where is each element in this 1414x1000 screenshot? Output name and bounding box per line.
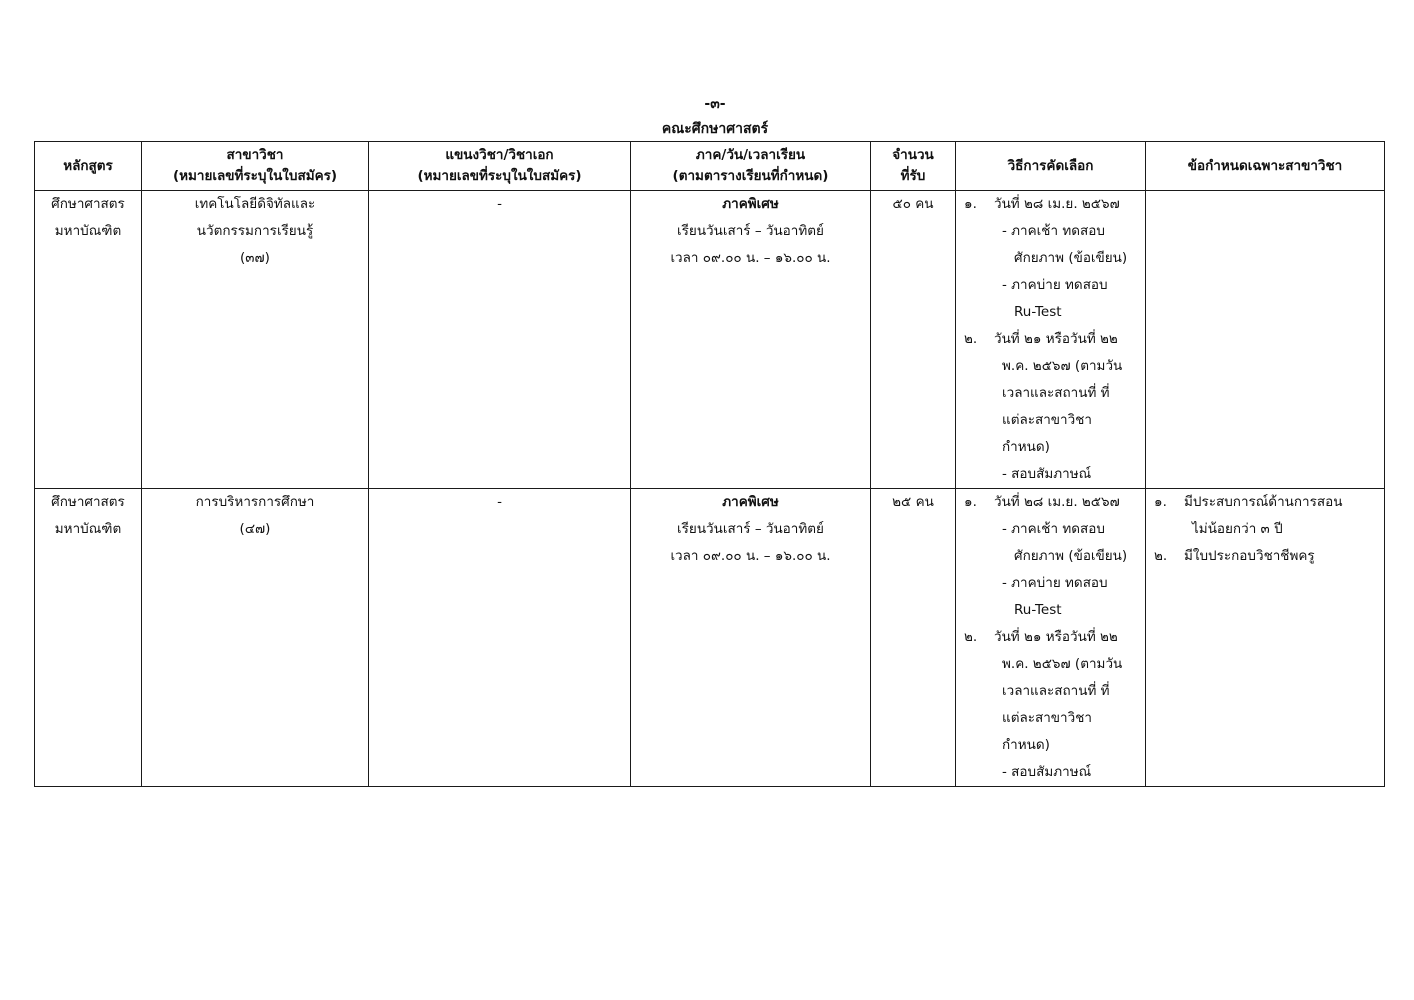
header-schedule: ภาค/วัน/เวลาเรียน (ตามตารางเรียนที่กำหนด) [631,142,871,191]
header-major: สาขาวิชา (หมายเลขที่ระบุในใบสมัคร) [142,142,369,191]
header-selection: วิธีการคัดเลือก [956,142,1146,191]
major-cell: การบริหารการศึกษา (๔๗) [142,489,369,787]
program-table [34,141,1385,787]
table-row [35,191,1385,489]
program-cell: ศึกษาศาสตร มหาบัณฑิต [35,191,142,489]
major-cell: เทคโนโลยีดิจิทัลและ นวัตกรรมการเรียนรู้ (๓๗) [142,191,369,489]
header-program: หลักสูตร [35,142,142,191]
requirements-cell: ๑. มีประสบการณ์ด้านการสอน ไม่น้อยกว่า ๓ ปี ๒. มีใบประกอบวิชาชีพครู [1146,489,1385,787]
seats-cell: ๕๐ คน [871,191,956,489]
header-seats: จำนวน ที่รับ [871,142,956,191]
header-row [35,142,1385,191]
page-number: -๓- [704,96,726,112]
faculty-title: คณะศึกษาศาสตร์ [661,121,769,137]
selection-cell: ๑. วันที่ ๒๘ เม.ย. ๒๕๖๗ - ภาคเช้า ทดสอบ ศักยภาพ (ข้อเขียน) - ภาคบ่าย ทดสอบ Ru-Test ๒. วันที่ ๒๑ หรือวันที่ ๒๒ พ.ค. ๒๕๖๗ (ตามวัน เวลาและสถานที่ ที่ แต่ละสาขาวิชา กำหนด) - สอบสัมภาษณ์ [956,191,1146,489]
track-cell: - [369,489,631,787]
selection-cell: ๑. วันที่ ๒๘ เม.ย. ๒๕๖๗ - ภาคเช้า ทดสอบ ศักยภาพ (ข้อเขียน) - ภาคบ่าย ทดสอบ Ru-Test ๒. วันที่ ๒๑ หรือวันที่ ๒๒ พ.ค. ๒๕๖๗ (ตามวัน เวลาและสถานที่ ที่ แต่ละสาขาวิชา กำหนด) - สอบสัมภาษณ์ [956,489,1146,787]
table-row [35,489,1385,787]
seats-cell: ๒๕ คน [871,489,956,787]
schedule-cell: ภาคพิเศษ เรียนวันเสาร์ – วันอาทิตย์ เวลา ๐๙.๐๐ น. – ๑๖.๐๐ น. [631,191,871,489]
header-track: แขนงวิชา/วิชาเอก (หมายเลขที่ระบุในใบสมัคร) [369,142,631,191]
program-cell: ศึกษาศาสตร มหาบัณฑิต [35,489,142,787]
schedule-cell: ภาคพิเศษ เรียนวันเสาร์ – วันอาทิตย์ เวลา ๐๙.๐๐ น. – ๑๖.๐๐ น. [631,489,871,787]
header-requirements: ข้อกำหนดเฉพาะสาขาวิชา [1146,142,1385,191]
track-cell: - [369,191,631,489]
requirements-cell [1146,191,1385,489]
